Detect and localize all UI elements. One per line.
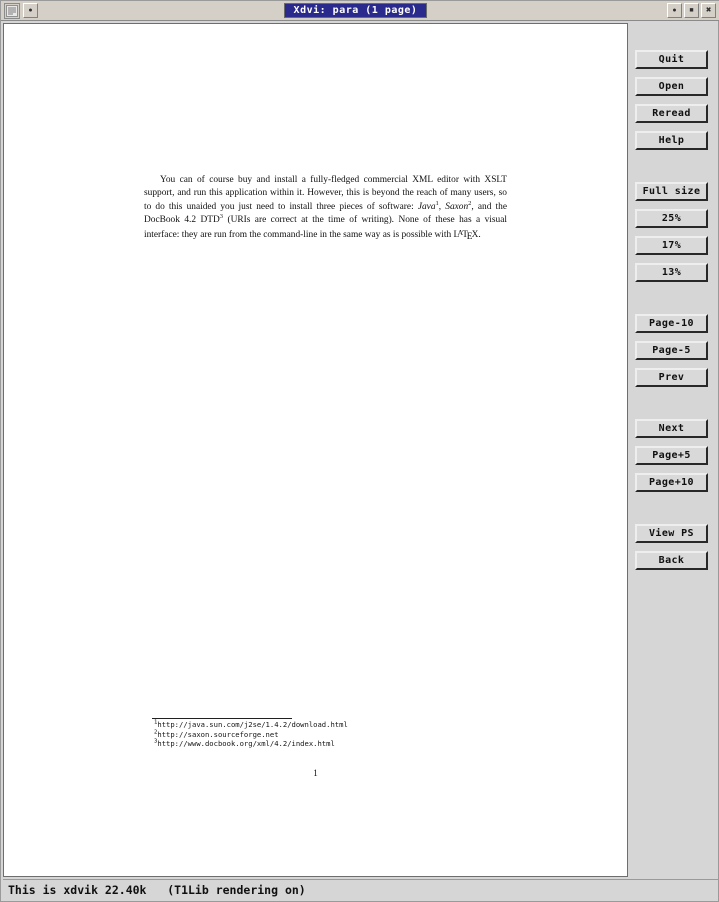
page-plus-10-button[interactable]: Page+10 xyxy=(635,473,708,492)
footnote-rule xyxy=(152,718,292,719)
paragraph-part-1: You can of course buy and install a fully-fledged commercial XML editor with XSLT support, and run this application within it. However, this is beyond the reach of many users, so to do this unaided you just need to install three pieces of software: xyxy=(144,175,507,212)
java-footnote-marker: 1 xyxy=(435,199,439,207)
footnote-number: 2 xyxy=(154,729,158,736)
page-minus-5-button[interactable]: Page-5 xyxy=(635,341,708,360)
minimize-button[interactable] xyxy=(667,3,682,18)
maximize-button[interactable] xyxy=(684,3,699,18)
page-minus-10-button[interactable]: Page-10 xyxy=(635,314,708,333)
footnote-number: 1 xyxy=(154,719,158,726)
status-bar xyxy=(3,879,718,901)
zoom-25-button[interactable]: 25% xyxy=(635,209,708,228)
prev-button[interactable]: Prev xyxy=(635,368,708,387)
footnote-item xyxy=(154,720,514,730)
window-title: Xdvi: para (1 page) xyxy=(284,3,427,18)
reread-button[interactable]: Reread xyxy=(635,104,708,123)
document-page xyxy=(4,24,627,876)
maximize-icon: ■ xyxy=(689,7,694,14)
latex-logo: LATEX xyxy=(453,228,479,242)
footnote-text: http://java.sun.com/j2se/1.4.2/download.html xyxy=(157,720,348,729)
zoom-13-button[interactable]: 13% xyxy=(635,263,708,282)
dot-icon: ● xyxy=(28,7,33,14)
window-menu-icon[interactable] xyxy=(4,3,20,19)
close-icon: ✖ xyxy=(705,7,712,14)
paragraph-mid-1: , xyxy=(438,201,446,212)
title-bar xyxy=(1,1,719,21)
footnote-text: http://saxon.sourceforge.net xyxy=(157,729,279,739)
close-button[interactable] xyxy=(701,3,716,18)
control-panel xyxy=(629,23,718,877)
view-ps-button[interactable]: View PS xyxy=(635,524,708,543)
quit-button[interactable]: Quit xyxy=(635,50,708,69)
java-term: Java xyxy=(417,201,436,212)
footnote-text: http://www.docbook.org/xml/4.2/index.html xyxy=(157,739,335,749)
footnote-item xyxy=(154,730,514,740)
paragraph-end: . xyxy=(478,229,481,240)
zoom-17-button[interactable]: 17% xyxy=(635,236,708,255)
paragraph-part-2: (URIs are correct at the time of writing). None of these has a visual interface: they are run from the command-line in the same way as is possible with xyxy=(144,215,507,240)
paragraph-mid-2: , and the DocBook 4.2 DTD xyxy=(144,201,507,226)
minimize-icon: ● xyxy=(672,7,677,14)
footnote-item xyxy=(154,739,514,749)
document-paragraph xyxy=(144,174,507,242)
shade-button[interactable] xyxy=(23,3,38,18)
back-button[interactable]: Back xyxy=(635,551,708,570)
help-button[interactable]: Help xyxy=(635,131,708,150)
footnote-number: 3 xyxy=(154,738,158,745)
window-menu-glyph xyxy=(6,5,18,17)
saxon-term: Saxon xyxy=(445,201,469,212)
status-message: This is xdvik 22.40k (T1Lib rendering on) xyxy=(8,883,306,897)
footnote-list xyxy=(154,720,514,749)
saxon-footnote-marker: 2 xyxy=(468,199,472,207)
page-number: 1 xyxy=(313,768,318,778)
full-size-button[interactable]: Full size xyxy=(635,182,708,201)
page-plus-5-button[interactable]: Page+5 xyxy=(635,446,708,465)
next-button[interactable]: Next xyxy=(635,419,708,438)
dvi-page-canvas[interactable] xyxy=(3,23,628,877)
dtd-footnote-marker: 3 xyxy=(219,213,224,221)
open-button[interactable]: Open xyxy=(635,77,708,96)
